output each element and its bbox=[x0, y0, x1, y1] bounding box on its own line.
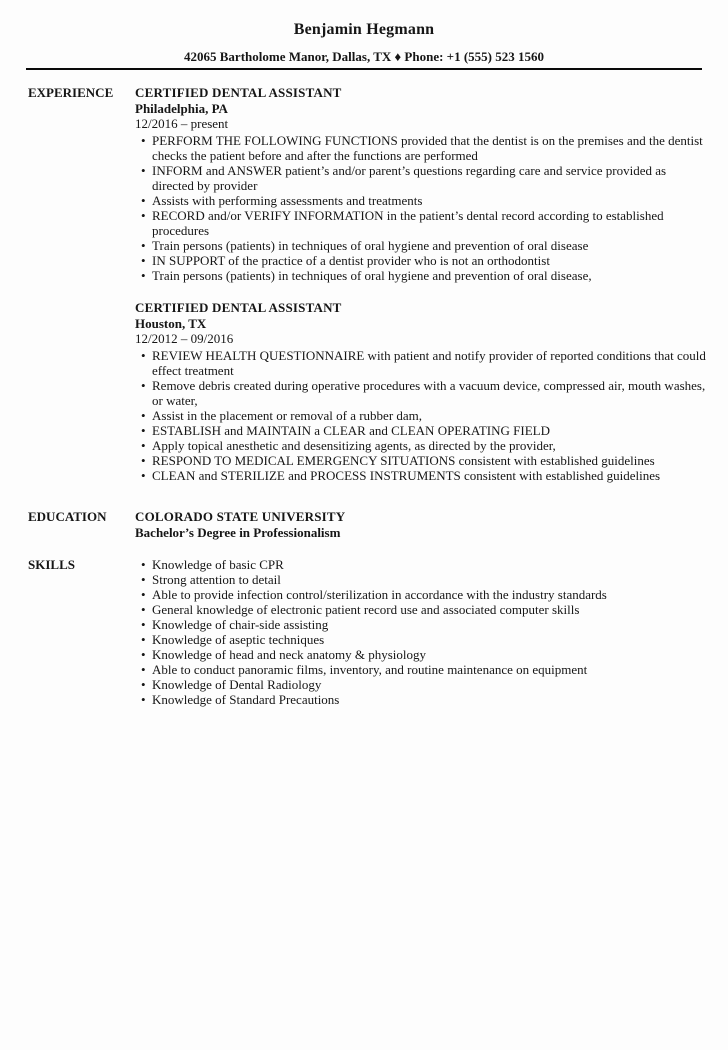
job-dates: 12/2016 – present bbox=[135, 116, 229, 131]
job-bullet-list bbox=[135, 348, 707, 483]
job-bullet: • Apply topical anesthetic and desensitizing agents, as directed by the provider, bbox=[152, 438, 707, 453]
job-bullet: • PERFORM THE FOLLOWING FUNCTIONS provided that the dentist is on the premises and the dentist checks the patient before and after the functions are performed bbox=[152, 133, 707, 163]
candidate-name: Benjamin Hegmann bbox=[293, 21, 435, 38]
skills-list bbox=[135, 557, 707, 707]
job-bullet-list bbox=[135, 133, 707, 283]
resume-header bbox=[0, 0, 728, 70]
skill-item: • Able to conduct panoramic films, inventory, and routine maintenance on equipment bbox=[152, 662, 707, 677]
job-bullet: • Train persons (patients) in techniques of oral hygiene and prevention of oral disease, bbox=[152, 268, 707, 283]
section-skills bbox=[0, 557, 728, 707]
header-divider bbox=[26, 68, 702, 70]
job-bullet: • RECORD and/or VERIFY INFORMATION in the patient’s dental record according to established procedures bbox=[152, 208, 707, 238]
section-education bbox=[0, 509, 728, 541]
job-dates: 12/2012 – 09/2016 bbox=[135, 331, 234, 346]
skill-item: • Knowledge of Standard Precautions bbox=[152, 692, 707, 707]
section-experience bbox=[0, 85, 728, 483]
experience-heading: EXPERIENCE bbox=[28, 85, 114, 100]
job-bullet: • IN SUPPORT of the practice of a dentist provider who is not an orthodontist bbox=[152, 253, 707, 268]
job-location: Philadelphia, PA bbox=[135, 101, 228, 116]
job-bullet: • Assists with performing assessments and treatments bbox=[152, 193, 707, 208]
education-body bbox=[135, 509, 707, 541]
skill-item: • Strong attention to detail bbox=[152, 572, 707, 587]
job-bullet: • CLEAN and STERILIZE and PROCESS INSTRUMENTS consistent with established guidelines bbox=[152, 468, 707, 483]
job-bullet: • Assist in the placement or removal of a rubber dam, bbox=[152, 408, 707, 423]
job-entry bbox=[135, 85, 707, 283]
job-title: CERTIFIED DENTAL ASSISTANT bbox=[135, 85, 342, 100]
job-entry bbox=[135, 300, 707, 483]
job-bullet: • RESPOND TO MEDICAL EMERGENCY SITUATIONS consistent with established guidelines bbox=[152, 453, 707, 468]
skill-item: • Knowledge of aseptic techniques bbox=[152, 632, 707, 647]
education-school: COLORADO STATE UNIVERSITY bbox=[135, 509, 346, 524]
education-degree: Bachelor’s Degree in Professionalism bbox=[135, 525, 341, 540]
job-location: Houston, TX bbox=[135, 316, 207, 331]
education-heading: EDUCATION bbox=[28, 509, 107, 524]
job-bullet: • INFORM and ANSWER patient’s and/or parent’s questions regarding care and service provided as directed by provider bbox=[152, 163, 707, 193]
contact-line: 42065 Bartholome Manor, Dallas, TX ♦ Phone: +1 (555) 523 1560 bbox=[184, 49, 544, 64]
skill-item: • Knowledge of head and neck anatomy & physiology bbox=[152, 647, 707, 662]
skill-item: • Knowledge of Dental Radiology bbox=[152, 677, 707, 692]
job-bullet: • ESTABLISH and MAINTAIN a CLEAR and CLEAN OPERATING FIELD bbox=[152, 423, 707, 438]
skill-item: • General knowledge of electronic patient record use and associated computer skills bbox=[152, 602, 707, 617]
job-bullet: • Remove debris created during operative procedures with a vacuum device, compressed air, mouth washes, or water, bbox=[152, 378, 707, 408]
skills-body bbox=[135, 557, 707, 707]
skill-item: • Able to provide infection control/sterilization in accordance with the industry standards bbox=[152, 587, 707, 602]
skill-item: • Knowledge of basic CPR bbox=[152, 557, 707, 572]
experience-body bbox=[135, 85, 707, 483]
skill-item: • Knowledge of chair-side assisting bbox=[152, 617, 707, 632]
job-bullet: • REVIEW HEALTH QUESTIONNAIRE with patient and notify provider of reported conditions that could effect treatment bbox=[152, 348, 707, 378]
job-title: CERTIFIED DENTAL ASSISTANT bbox=[135, 300, 342, 315]
skills-heading: SKILLS bbox=[28, 557, 75, 572]
job-bullet: • Train persons (patients) in techniques of oral hygiene and prevention of oral disease bbox=[152, 238, 707, 253]
